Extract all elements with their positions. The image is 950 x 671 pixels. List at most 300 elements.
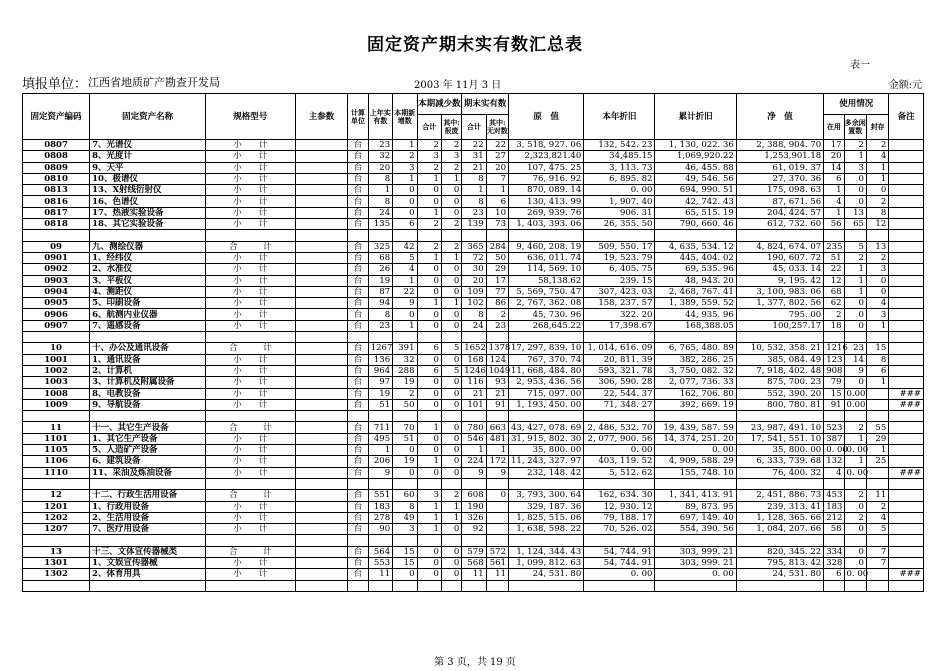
row-code: 1105: [23, 445, 90, 456]
row-idle: 1: [844, 151, 866, 162]
row-net-value: 2, 451, 886. 73: [736, 490, 823, 501]
row-unit: [348, 580, 368, 591]
row-cumulative-depreciation: 697, 149. 40: [655, 512, 736, 523]
row-main-param: [295, 219, 348, 230]
row-decrease-scrap: 0: [441, 388, 461, 399]
table-row: [23, 445, 924, 456]
row-cumulative-depreciation: 89, 873. 95: [655, 501, 736, 512]
row-sealed: 13: [866, 241, 888, 252]
row-in-use: 235: [824, 241, 844, 252]
row-decrease-scrap: 2: [441, 241, 461, 252]
row-end-unused: 9: [486, 467, 508, 478]
row-prev-qty: 87: [368, 286, 392, 297]
row-decrease-total: 0: [417, 196, 441, 207]
table-row: [23, 501, 924, 512]
row-spec: 小 计: [206, 264, 295, 275]
row-end-total: 1246: [462, 365, 486, 376]
row-net-value: 239, 313. 41: [736, 501, 823, 512]
row-end-unused: 124: [486, 354, 508, 365]
row-unit: 台: [348, 365, 368, 376]
row-decrease-total: [417, 580, 441, 591]
row-year-depreciation: 17,398.67: [584, 320, 655, 331]
row-decrease-scrap: 2: [441, 162, 461, 173]
row-net-value: 820, 345. 22: [736, 546, 823, 557]
row-decrease-total: 2: [417, 241, 441, 252]
row-end-unused: 172: [486, 456, 508, 467]
row-sealed: [866, 467, 888, 478]
row-unit: 台: [348, 207, 368, 218]
row-decrease-scrap: 0: [441, 456, 461, 467]
row-unit: 台: [348, 162, 368, 173]
row-prev-qty: 711: [368, 422, 392, 433]
row-unit: 台: [348, 320, 368, 331]
row-idle: 0.00: [844, 388, 866, 399]
table-row: [23, 286, 924, 297]
row-end-unused: 1: [486, 445, 508, 456]
row-decrease-total: [417, 332, 441, 343]
row-code: [23, 535, 90, 546]
row-decrease-total: 0: [417, 320, 441, 331]
row-idle: 1: [844, 275, 866, 286]
row-in-use: [824, 411, 844, 422]
row-code: 0905: [23, 298, 90, 309]
row-sealed: 6: [866, 365, 888, 376]
row-end-total: 30: [462, 264, 486, 275]
row-remark: [889, 456, 924, 467]
row-in-use: 908: [824, 365, 844, 376]
row-in-use: 6: [824, 173, 844, 184]
header-net-value: 净 值: [736, 94, 823, 140]
header-sealed: 封存: [866, 115, 888, 140]
row-new-qty: 1: [393, 173, 417, 184]
row-idle: 65: [844, 219, 866, 230]
row-spec: 小 计: [206, 388, 295, 399]
header-in-use: 在用: [824, 115, 844, 140]
row-year-depreciation: 2, 486, 532. 70: [584, 422, 655, 433]
row-prev-qty: 23: [368, 320, 392, 331]
row-remark: [889, 207, 924, 218]
row-sealed: 15: [866, 343, 888, 354]
row-decrease-total: 1: [417, 524, 441, 535]
row-name: 十三、文体宣传器械类: [90, 546, 206, 557]
row-end-unused: [486, 478, 508, 489]
row-in-use: 132: [824, 456, 844, 467]
row-main-param: [295, 151, 348, 162]
row-end-unused: [486, 411, 508, 422]
row-cumulative-depreciation: 44, 935. 96: [655, 309, 736, 320]
row-cumulative-depreciation: [655, 535, 736, 546]
row-remark: [889, 162, 924, 173]
row-in-use: [824, 478, 844, 489]
row-sealed: 1: [866, 173, 888, 184]
row-spec: 合 计: [206, 241, 295, 252]
row-decrease-total: 0: [417, 445, 441, 456]
row-spec: 小 计: [206, 399, 295, 410]
row-new-qty: 50: [393, 399, 417, 410]
row-code: 0907: [23, 320, 90, 331]
row-net-value: [736, 332, 823, 343]
row-new-qty: 51: [393, 433, 417, 444]
table-row: [23, 219, 924, 230]
row-main-param: [295, 445, 348, 456]
row-decrease-scrap: 1: [441, 173, 461, 184]
row-cumulative-depreciation: 1, 341, 413. 91: [655, 490, 736, 501]
row-end-unused: [486, 524, 508, 535]
row-year-depreciation: 0. 00: [584, 185, 655, 196]
row-in-use: 0. 00: [824, 445, 844, 456]
row-name: 1、经纬仪: [90, 252, 206, 263]
row-new-qty: [393, 580, 417, 591]
row-name: 7、遥感设备: [90, 320, 206, 331]
row-spec: 合 计: [206, 422, 295, 433]
row-spec: 合 计: [206, 490, 295, 501]
row-new-qty: 391: [393, 343, 417, 354]
row-sealed: [866, 332, 888, 343]
row-original-value: 17, 297, 839. 10: [509, 343, 584, 354]
row-prev-qty: [368, 411, 392, 422]
row-end-unused: 17: [486, 275, 508, 286]
row-code: 1301: [23, 557, 90, 568]
row-cumulative-depreciation: 168,388.05: [655, 320, 736, 331]
row-name: 11、采油及炼油设备: [90, 467, 206, 478]
table-row: [23, 365, 924, 376]
row-original-value: 715, 097. 00: [509, 388, 584, 399]
row-end-unused: 29: [486, 264, 508, 275]
row-prev-qty: 19: [368, 388, 392, 399]
row-code: 1008: [23, 388, 90, 399]
row-new-qty: 6: [393, 219, 417, 230]
row-in-use: 523: [824, 422, 844, 433]
table-row: [23, 140, 924, 151]
row-cumulative-depreciation: 6, 765, 480. 89: [655, 343, 736, 354]
row-in-use: 212: [824, 512, 844, 523]
row-idle: 1: [844, 433, 866, 444]
row-main-param: [295, 140, 348, 151]
row-decrease-scrap: [441, 580, 461, 591]
row-unit: 台: [348, 433, 368, 444]
table-row: [23, 264, 924, 275]
row-spec: 小 计: [206, 365, 295, 376]
header-year-depreciation: 本年折旧: [584, 94, 655, 140]
row-spec: 小 计: [206, 557, 295, 568]
row-decrease-total: 0: [417, 354, 441, 365]
row-spec: 小 计: [206, 445, 295, 456]
row-remark: [889, 411, 924, 422]
row-name: 10、极谱仪: [90, 173, 206, 184]
row-code: 0807: [23, 140, 90, 151]
row-new-qty: 4: [393, 264, 417, 275]
row-name: 1、其它生产设备: [90, 433, 206, 444]
row-new-qty: 9: [393, 298, 417, 309]
row-code: 1001: [23, 354, 90, 365]
row-idle: 2: [844, 252, 866, 263]
row-idle: 0: [844, 377, 866, 388]
row-idle: 9: [844, 365, 866, 376]
row-original-value: 58,138.62: [509, 275, 584, 286]
row-spec: 小 计: [206, 298, 295, 309]
row-decrease-scrap: 5: [441, 343, 461, 354]
row-prev-qty: [368, 478, 392, 489]
row-remark: [889, 433, 924, 444]
row-original-value: 3, 518, 927. 06: [509, 140, 584, 151]
row-remark: [889, 512, 924, 523]
row-net-value: 875, 700. 23: [736, 377, 823, 388]
row-sealed: 25: [866, 456, 888, 467]
row-original-value: 107, 475. 25: [509, 162, 584, 173]
row-remark: [889, 490, 924, 501]
row-end-unused: [486, 230, 508, 241]
row-original-value: 2, 767, 362. 08: [509, 298, 584, 309]
row-end-total: [462, 478, 486, 489]
row-year-depreciation: [584, 580, 655, 591]
row-net-value: 6, 333, 739. 68: [736, 456, 823, 467]
row-prev-qty: 551: [368, 490, 392, 501]
row-year-depreciation: 0. 00: [584, 569, 655, 580]
row-name: 9、天平: [90, 162, 206, 173]
row-original-value: 1, 825, 515. 06: [509, 512, 584, 523]
row-end-total: [462, 411, 486, 422]
row-spec: 小 计: [206, 309, 295, 320]
row-prev-qty: 325: [368, 241, 392, 252]
row-unit: 台: [348, 173, 368, 184]
table-row: [23, 354, 924, 365]
row-code: 0818: [23, 219, 90, 230]
table-row: [23, 320, 924, 331]
row-in-use: 453: [824, 490, 844, 501]
row-cumulative-depreciation: 382, 286. 25: [655, 354, 736, 365]
row-end-unused: [486, 332, 508, 343]
row-year-depreciation: 26, 355. 50: [584, 219, 655, 230]
row-in-use: 1: [824, 207, 844, 218]
row-sealed: 1: [866, 162, 888, 173]
row-prev-qty: 11: [368, 569, 392, 580]
row-new-qty: 1: [393, 140, 417, 151]
row-net-value: 24, 531. 80: [736, 569, 823, 580]
row-main-param: [295, 298, 348, 309]
row-end-total: 101: [462, 399, 486, 410]
row-main-param: [295, 162, 348, 173]
row-unit: 台: [348, 354, 368, 365]
row-prev-qty: [368, 230, 392, 241]
row-net-value: 1, 084, 207. 66: [736, 524, 823, 535]
row-cumulative-depreciation: 49, 546. 56: [655, 173, 736, 184]
row-sealed: [866, 478, 888, 489]
row-end-unused: 10: [486, 207, 508, 218]
row-code: 0816: [23, 196, 90, 207]
row-end-unused: 663: [486, 422, 508, 433]
row-code: 0906: [23, 309, 90, 320]
row-end-total: 109: [462, 286, 486, 297]
row-main-param: [295, 286, 348, 297]
row-decrease-scrap: 0: [441, 286, 461, 297]
row-original-value: 114, 569. 10: [509, 264, 584, 275]
row-net-value: 4, 824, 674. 07: [736, 241, 823, 252]
row-year-depreciation: [584, 478, 655, 489]
row-in-use: 15: [824, 388, 844, 399]
row-end-total: [462, 535, 486, 546]
row-unit: 台: [348, 151, 368, 162]
row-decrease-total: 3: [417, 490, 441, 501]
row-name: 1、文娱宣传器械: [90, 557, 206, 568]
row-prev-qty: 495: [368, 433, 392, 444]
row-name: [90, 535, 206, 546]
row-name: 九、测绘仪器: [90, 241, 206, 252]
row-remark: [889, 580, 924, 591]
row-decrease-total: 1: [417, 512, 441, 523]
row-decrease-scrap: 0: [441, 399, 461, 410]
row-sealed: [866, 411, 888, 422]
row-prev-qty: [368, 332, 392, 343]
row-spec: 小 计: [206, 275, 295, 286]
row-year-depreciation: 71, 348. 27: [584, 399, 655, 410]
row-code: 0903: [23, 275, 90, 286]
row-original-value: 9, 460, 208. 19: [509, 241, 584, 252]
row-in-use: 58: [824, 524, 844, 535]
row-net-value: 35, 800. 00: [736, 445, 823, 456]
row-decrease-total: 0: [417, 377, 441, 388]
row-prev-qty: 23: [368, 140, 392, 151]
row-main-param: [295, 252, 348, 263]
row-spec: 小 计: [206, 433, 295, 444]
row-cumulative-depreciation: 2, 468, 767. 41: [655, 286, 736, 297]
row-new-qty: [393, 478, 417, 489]
row-original-value: 870, 089. 14: [509, 185, 584, 196]
row-name: 9、导航设备: [90, 399, 206, 410]
row-cumulative-depreciation: [655, 411, 736, 422]
row-new-qty: 15: [393, 546, 417, 557]
row-unit: 台: [348, 252, 368, 263]
row-decrease-scrap: [441, 478, 461, 489]
asset-summary-table: [22, 93, 924, 592]
row-end-unused: 284: [486, 241, 508, 252]
row-idle: 3: [844, 162, 866, 173]
row-end-total: 608: [462, 490, 486, 501]
row-cumulative-depreciation: 69, 535. 96: [655, 264, 736, 275]
row-remark: [889, 298, 924, 309]
row-cumulative-depreciation: 392, 669. 19: [655, 399, 736, 410]
row-prev-qty: 136: [368, 354, 392, 365]
row-code: 0817: [23, 207, 90, 218]
row-end-unused: 77: [486, 286, 508, 297]
row-unit: 台: [348, 298, 368, 309]
row-spec: 小 计: [206, 173, 295, 184]
row-idle: 0.00: [844, 399, 866, 410]
row-end-unused: 21: [486, 388, 508, 399]
row-code: 10: [23, 343, 90, 354]
row-original-value: 24, 531. 80: [509, 569, 584, 580]
row-original-value: 45, 730. 96: [509, 309, 584, 320]
table-row: [23, 546, 924, 557]
row-idle: 13: [844, 207, 866, 218]
row-spec: [206, 478, 295, 489]
table-row: [23, 343, 924, 354]
row-decrease-total: 2: [417, 162, 441, 173]
row-spec: 小 计: [206, 252, 295, 263]
row-original-value: 329, 187. 36: [509, 501, 584, 512]
row-main-param: [295, 433, 348, 444]
row-decrease-total: 0: [417, 467, 441, 478]
row-main-param: [295, 320, 348, 331]
row-cumulative-depreciation: 303, 999. 21: [655, 546, 736, 557]
row-idle: [844, 535, 866, 546]
blank-row: [23, 332, 924, 343]
row-idle: 0: [844, 196, 866, 207]
table-row: [23, 173, 924, 184]
row-year-depreciation: 1, 014, 616. 09: [584, 343, 655, 354]
row-end-unused: 7: [486, 173, 508, 184]
row-decrease-scrap: 0: [441, 433, 461, 444]
row-idle: 0. 00: [844, 569, 866, 580]
row-idle: 2: [844, 490, 866, 501]
row-year-depreciation: [584, 332, 655, 343]
row-decrease-scrap: 0: [441, 422, 461, 433]
row-new-qty: [393, 411, 417, 422]
row-year-depreciation: 239. 15: [584, 275, 655, 286]
table-header: [23, 94, 924, 140]
row-prev-qty: 1267: [368, 343, 392, 354]
table-row: [23, 377, 924, 388]
row-sealed: 55: [866, 422, 888, 433]
row-in-use: 4: [824, 467, 844, 478]
row-idle: 0: [844, 298, 866, 309]
row-idle: [844, 478, 866, 489]
row-in-use: 22: [824, 264, 844, 275]
row-remark: [889, 140, 924, 151]
row-idle: 2: [844, 512, 866, 523]
row-decrease-total: 0: [417, 433, 441, 444]
row-name: 1、行政用设备: [90, 501, 206, 512]
row-main-param: [295, 377, 348, 388]
row-net-value: [736, 478, 823, 489]
row-cumulative-depreciation: 554, 390. 56: [655, 524, 736, 535]
row-prev-qty: 68: [368, 252, 392, 263]
row-end-total: 224: [462, 456, 486, 467]
row-unit: 台: [348, 524, 368, 535]
row-end-unused: [486, 512, 508, 523]
table-row: [23, 490, 924, 501]
row-idle: 5: [844, 241, 866, 252]
row-spec: 小 计: [206, 524, 295, 535]
row-cumulative-depreciation: 445, 404. 02: [655, 252, 736, 263]
blank-row: [23, 478, 924, 489]
row-year-depreciation: [584, 411, 655, 422]
row-decrease-total: [417, 230, 441, 241]
row-main-param: [295, 399, 348, 410]
row-original-value: 636, 011. 74: [509, 252, 584, 263]
row-unit: 台: [348, 275, 368, 286]
row-decrease-scrap: 5: [441, 365, 461, 376]
row-idle: 1: [844, 264, 866, 275]
row-original-value: [509, 478, 584, 489]
row-spec: 小 计: [206, 377, 295, 388]
row-idle: 2: [844, 422, 866, 433]
row-net-value: 87, 671. 56: [736, 196, 823, 207]
row-original-value: [509, 332, 584, 343]
table-row: [23, 569, 924, 580]
row-main-param: [295, 343, 348, 354]
header-unit: 计算单位: [348, 94, 368, 140]
row-net-value: 795, 813. 42: [736, 557, 823, 568]
row-code: 1110: [23, 467, 90, 478]
row-in-use: 79: [824, 377, 844, 388]
row-original-value: 1, 099, 812. 63: [509, 557, 584, 568]
row-net-value: 190, 607. 72: [736, 252, 823, 263]
row-remark: [889, 524, 924, 535]
row-original-value: 43, 427, 078. 69: [509, 422, 584, 433]
row-cumulative-depreciation: 303, 999. 21: [655, 557, 736, 568]
row-sealed: 5: [866, 524, 888, 535]
row-net-value: 612, 732. 60: [736, 219, 823, 230]
